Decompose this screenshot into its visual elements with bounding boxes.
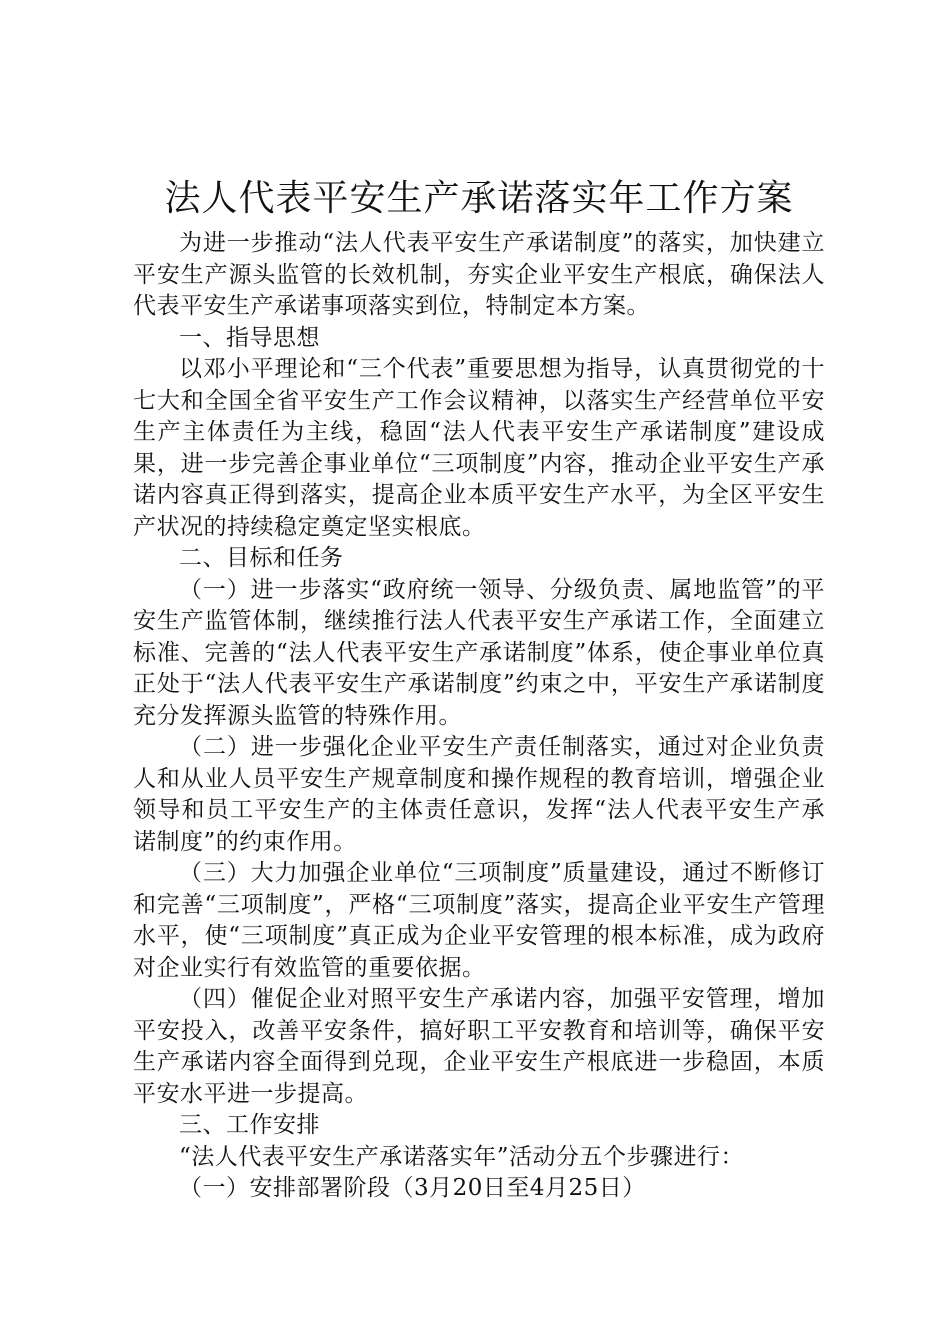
guiding-ideology-paragraph: 以邓小平理论和“三个代表”重要思想为指导，认真贯彻党的十七大和全国全省平安生产工作会议精神，以落实生产经营单位平安生产主体责任为主线，稳固“法人代表平安生产承诺制度”建设成果，进一步完善企事业单位“三项制度”内容，推动企业平安生产承诺内容真正得到落实，提高企业本质平安生产水平，为全区平安生产状况的持续稳定奠定坚实根底。	[133, 356, 825, 540]
document-page	[133, 170, 825, 1205]
section-heading-work-arrangement: 三、工作安排	[179, 1112, 320, 1138]
section-heading-goals-tasks: 二、目标和任务	[179, 545, 344, 571]
goal-item-2: （二）进一步强化企业平安生产责任制落实，通过对企业负责人和从业人员平安生产规章制度和操作规程的教育培训，增强企业领导和员工平安生产的主体责任意识，发挥“法人代表平安生产承诺制度”的约束作用。	[133, 734, 825, 855]
work-arrangement-intro: “法人代表平安生产承诺落实年”活动分五个步骤进行：	[179, 1143, 745, 1170]
intro-paragraph: 为进一步推动“法人代表平安生产承诺制度”的落实，加快建立平安生产源头监管的长效机制，夯实企业平安生产根底，确保法人代表平安生产承诺事项落实到位，特制定本方案。	[133, 230, 825, 319]
document-title: 法人代表平安生产承诺落实年工作方案	[164, 178, 794, 219]
goal-item-4: （四）催促企业对照平安生产承诺内容，加强平安管理，增加平安投入，改善平安条件，搞好职工平安教育和培训等，确保平安生产承诺内容全面得到兑现，企业平安生产根底进一步稳固，本质平安水平进一步提高。	[133, 986, 825, 1107]
goal-item-3: （三）大力加强企业单位“三项制度”质量建设，通过不断修订和完善“三项制度”，严格“三项制度”落实，提高企业平安生产管理水平，使“三项制度”真正成为企业平安管理的根本标准，成为政府对企业实行有效监管的重要依据。	[133, 860, 825, 981]
work-step-1: （一）安排部署阶段（3月20日至4月25日）	[179, 1175, 646, 1201]
goal-item-1: （一）进一步落实“政府统一领导、分级负责、属地监管”的平安生产监管体制，继续推行法人代表平安生产承诺工作，全面建立标准、完善的“法人代表平安生产承诺制度”体系，使企事业单位真正处于“法人代表平安生产承诺制度”约束之中，平安生产承诺制度充分发挥源头监管的特殊作用。	[133, 576, 825, 729]
section-heading-guiding-ideology: 一、指导思想	[179, 324, 320, 351]
